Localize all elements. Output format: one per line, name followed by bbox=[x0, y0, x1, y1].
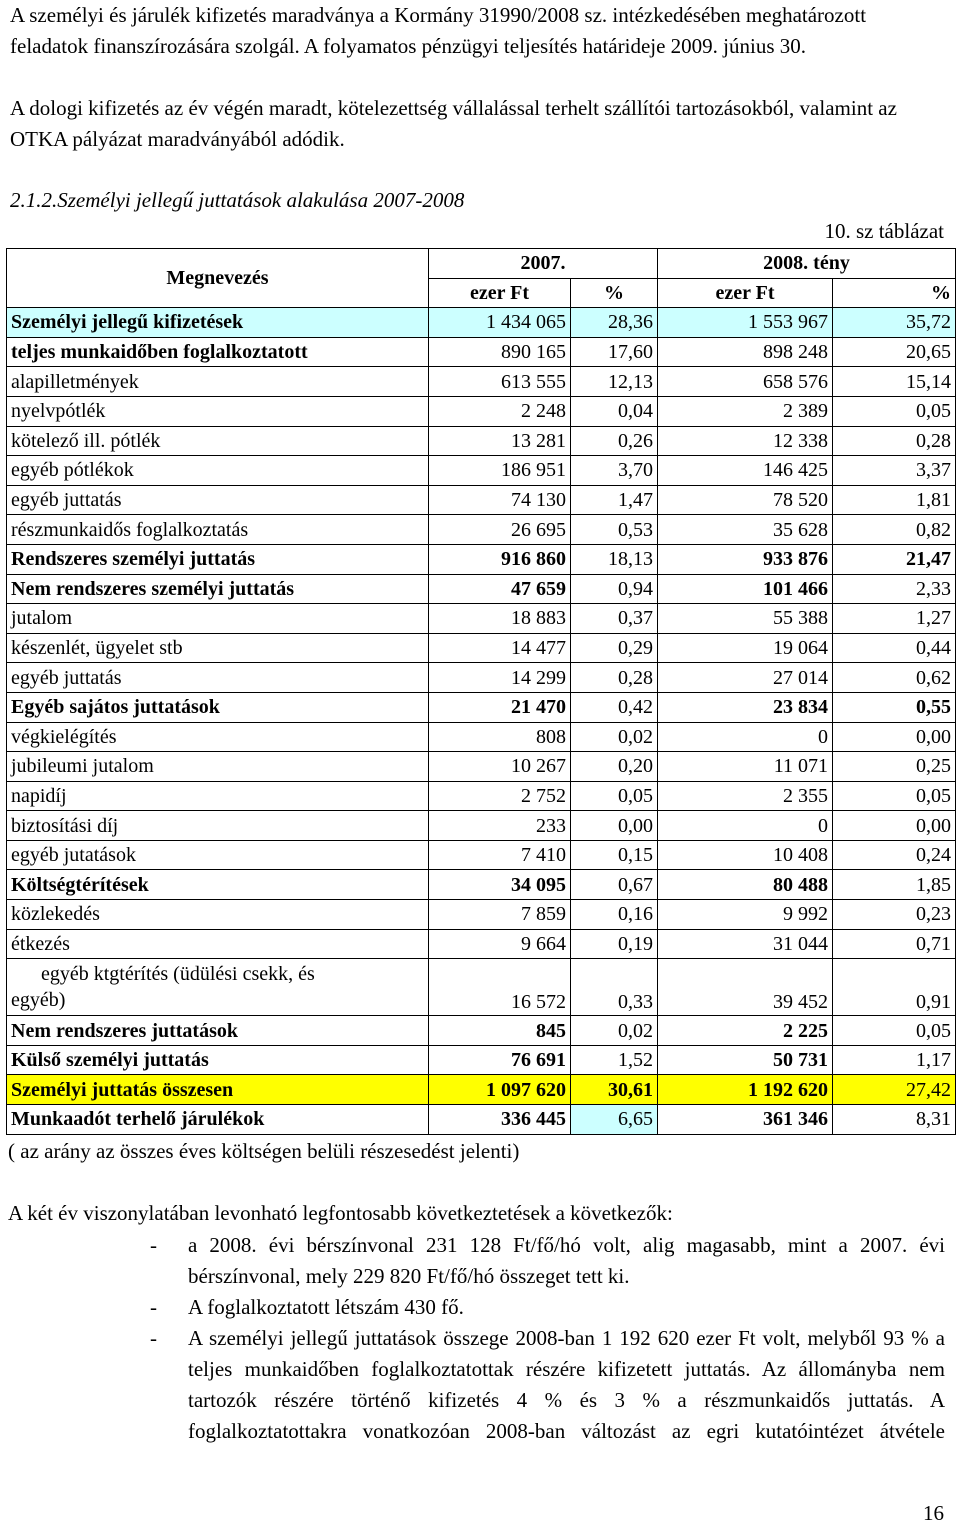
table-row bbox=[7, 1016, 956, 1046]
header-pct-2008: % bbox=[833, 278, 956, 308]
row-label: jutalom bbox=[7, 604, 429, 634]
row-label-line2: egyéb) bbox=[11, 989, 66, 1012]
table-row bbox=[7, 959, 956, 1016]
table-row bbox=[7, 485, 956, 515]
list-item bbox=[0, 1292, 945, 1323]
percent-2007: 0,26 bbox=[571, 426, 658, 456]
percent-2008: 0,71 bbox=[833, 929, 956, 959]
bullet-dash: - bbox=[150, 1326, 157, 1350]
table-row bbox=[7, 811, 956, 841]
percent-2007: 0,28 bbox=[571, 663, 658, 693]
value-2008: 9 992 bbox=[658, 900, 833, 930]
row-label: közlekedés bbox=[7, 900, 429, 930]
percent-2007: 18,13 bbox=[571, 544, 658, 574]
value-2007: 16 572 bbox=[429, 959, 571, 1016]
row-label: teljes munkaidőben foglalkoztatott bbox=[7, 337, 429, 367]
table-row bbox=[7, 752, 956, 782]
row-label: Rendszeres személyi juttatás bbox=[7, 544, 429, 574]
header-unit-2008: ezer Ft bbox=[658, 278, 833, 308]
value-2007: 613 555 bbox=[429, 367, 571, 397]
value-2008: 55 388 bbox=[658, 604, 833, 634]
conclusions-intro: A két év viszonylatában levonható legfontosabb következtetések a következők: bbox=[8, 1201, 673, 1225]
table-row bbox=[7, 870, 956, 900]
table-row bbox=[7, 456, 956, 486]
page-number: 16 bbox=[923, 1501, 944, 1525]
row-label: étkezés bbox=[7, 929, 429, 959]
value-2007: 21 470 bbox=[429, 692, 571, 722]
row-label: jubileumi jutalom bbox=[7, 752, 429, 782]
value-2008: 1 192 620 bbox=[658, 1075, 833, 1105]
row-label: nyelvpótlék bbox=[7, 396, 429, 426]
value-2008: 2 355 bbox=[658, 781, 833, 811]
value-2007: 14 299 bbox=[429, 663, 571, 693]
row-label: alapilletmények bbox=[7, 367, 429, 397]
row-label: Munkaadót terhelő járulékok bbox=[7, 1105, 429, 1135]
value-2008: 50 731 bbox=[658, 1045, 833, 1075]
list-item bbox=[0, 1323, 945, 1447]
percent-2007: 17,60 bbox=[571, 337, 658, 367]
conclusions-list bbox=[0, 1230, 945, 1447]
paragraph-remainder-usage: A személyi és járulék kifizetés maradványa a Kormány 31990/2008 sz. intézkedésében meghatározott feladatok finanszírozására szolgál. A folyamatos pénzügyi teljesítés határideje 2009. június 30. bbox=[10, 3, 867, 58]
percent-2008: 15,14 bbox=[833, 367, 956, 397]
percent-2007: 0,02 bbox=[571, 722, 658, 752]
value-2008: 35 628 bbox=[658, 515, 833, 545]
row-label: végkielégítés bbox=[7, 722, 429, 752]
bullet-dash: - bbox=[150, 1233, 157, 1257]
value-2007: 1 097 620 bbox=[429, 1075, 571, 1105]
table-header-row-years bbox=[7, 249, 956, 279]
table-row bbox=[7, 781, 956, 811]
row-label: kötelező ill. pótlék bbox=[7, 426, 429, 456]
list-item-text: a 2008. évi bérszínvonal 231 128 Ft/fő/hó volt, alig magasabb, mint a 2007. évi bérszínvonal, mely 229 820 Ft/fő/hó összeget tett ki. bbox=[188, 1233, 945, 1288]
bullet-dash: - bbox=[150, 1295, 157, 1319]
percent-2008: 35,72 bbox=[833, 308, 956, 338]
header-year-2007: 2007. bbox=[429, 249, 658, 279]
table-number: 10. sz táblázat bbox=[824, 219, 944, 243]
percent-2008: 0,23 bbox=[833, 900, 956, 930]
header-name: Megnevezés bbox=[7, 249, 429, 308]
list-item bbox=[0, 1230, 945, 1292]
table-row bbox=[7, 574, 956, 604]
percent-2007: 0,19 bbox=[571, 929, 658, 959]
table-row bbox=[7, 633, 956, 663]
table-row bbox=[7, 544, 956, 574]
percent-2008: 20,65 bbox=[833, 337, 956, 367]
value-2008: 2 225 bbox=[658, 1016, 833, 1046]
value-2007: 2 752 bbox=[429, 781, 571, 811]
row-label: egyéb pótlékok bbox=[7, 456, 429, 486]
table-row bbox=[7, 426, 956, 456]
table-row bbox=[7, 515, 956, 545]
value-2008: 19 064 bbox=[658, 633, 833, 663]
percent-2008: 2,33 bbox=[833, 574, 956, 604]
value-2007: 9 664 bbox=[429, 929, 571, 959]
percent-2007: 12,13 bbox=[571, 367, 658, 397]
percent-2008: 0,24 bbox=[833, 840, 956, 870]
row-label: napidíj bbox=[7, 781, 429, 811]
value-2007: 13 281 bbox=[429, 426, 571, 456]
table-row bbox=[7, 367, 956, 397]
header-unit-2007: ezer Ft bbox=[429, 278, 571, 308]
table-row-total bbox=[7, 1075, 956, 1105]
percent-2007: 0,29 bbox=[571, 633, 658, 663]
table-row bbox=[7, 692, 956, 722]
row-label: Egyéb sajátos juttatások bbox=[7, 692, 429, 722]
value-2008: 31 044 bbox=[658, 929, 833, 959]
table-row bbox=[7, 840, 956, 870]
percent-2008: 0,62 bbox=[833, 663, 956, 693]
percent-2007: 0,37 bbox=[571, 604, 658, 634]
percent-2007: 1,47 bbox=[571, 485, 658, 515]
value-2007: 7 410 bbox=[429, 840, 571, 870]
section-title: 2.1.2.Személyi jellegű juttatások alakulása 2007-2008 bbox=[10, 188, 465, 212]
table-row bbox=[7, 900, 956, 930]
value-2007: 916 860 bbox=[429, 544, 571, 574]
value-2008: 11 071 bbox=[658, 752, 833, 782]
percent-2008: 1,85 bbox=[833, 870, 956, 900]
percent-2008: 0,05 bbox=[833, 1016, 956, 1046]
percent-2007: 0,33 bbox=[571, 959, 658, 1016]
percent-2007: 0,05 bbox=[571, 781, 658, 811]
percent-2008: 0,91 bbox=[833, 959, 956, 1016]
value-2008: 101 466 bbox=[658, 574, 833, 604]
value-2007: 186 951 bbox=[429, 456, 571, 486]
value-2007: 76 691 bbox=[429, 1045, 571, 1075]
value-2008: 2 389 bbox=[658, 396, 833, 426]
percent-2007: 0,20 bbox=[571, 752, 658, 782]
percent-2007: 28,36 bbox=[571, 308, 658, 338]
value-2007: 233 bbox=[429, 811, 571, 841]
row-label: Külső személyi juttatás bbox=[7, 1045, 429, 1075]
value-2008: 12 338 bbox=[658, 426, 833, 456]
percent-2007: 0,04 bbox=[571, 396, 658, 426]
percent-2007: 0,02 bbox=[571, 1016, 658, 1046]
row-label: Nem rendszeres személyi juttatás bbox=[7, 574, 429, 604]
percent-2007: 1,52 bbox=[571, 1045, 658, 1075]
table-footnote: ( az arány az összes éves költségen belüli részesedést jelenti) bbox=[8, 1139, 520, 1163]
percent-2007: 30,61 bbox=[571, 1075, 658, 1105]
row-label: Költségtérítések bbox=[7, 870, 429, 900]
value-2008: 0 bbox=[658, 722, 833, 752]
value-2008: 658 576 bbox=[658, 367, 833, 397]
percent-2007: 6,65 bbox=[571, 1105, 658, 1135]
value-2007: 1 434 065 bbox=[429, 308, 571, 338]
percent-2008: 0,00 bbox=[833, 722, 956, 752]
table-row bbox=[7, 1105, 956, 1135]
row-label: egyéb juttatás bbox=[7, 663, 429, 693]
value-2007: 336 445 bbox=[429, 1105, 571, 1135]
value-2008: 23 834 bbox=[658, 692, 833, 722]
header-year-2008: 2008. tény bbox=[658, 249, 956, 279]
percent-2008: 1,81 bbox=[833, 485, 956, 515]
percent-2008: 27,42 bbox=[833, 1075, 956, 1105]
percent-2007: 0,94 bbox=[571, 574, 658, 604]
row-label: egyéb jutatások bbox=[7, 840, 429, 870]
percent-2007: 0,00 bbox=[571, 811, 658, 841]
table-row bbox=[7, 604, 956, 634]
value-2008: 0 bbox=[658, 811, 833, 841]
row-label: biztosítási díj bbox=[7, 811, 429, 841]
row-label: készenlét, ügyelet stb bbox=[7, 633, 429, 663]
value-2007: 7 859 bbox=[429, 900, 571, 930]
percent-2008: 0,82 bbox=[833, 515, 956, 545]
list-item-text: A foglalkoztatott létszám 430 fő. bbox=[188, 1295, 464, 1319]
table-row bbox=[7, 663, 956, 693]
header-pct-2007: % bbox=[571, 278, 658, 308]
row-label: Nem rendszeres juttatások bbox=[7, 1016, 429, 1046]
percent-2008: 1,27 bbox=[833, 604, 956, 634]
table-row bbox=[7, 1045, 956, 1075]
percent-2008: 0,00 bbox=[833, 811, 956, 841]
value-2008: 933 876 bbox=[658, 544, 833, 574]
percent-2008: 0,05 bbox=[833, 781, 956, 811]
percent-2008: 8,31 bbox=[833, 1105, 956, 1135]
table-row bbox=[7, 337, 956, 367]
value-2008: 146 425 bbox=[658, 456, 833, 486]
value-2007: 808 bbox=[429, 722, 571, 752]
row-label bbox=[7, 959, 429, 1016]
table-row bbox=[7, 722, 956, 752]
list-item-text: A személyi jellegű juttatások összege 2008-ban 1 192 620 ezer Ft volt, melyből 93 % a teljes munkaidőben foglalkoztatottak részére kifizetett juttatás. Az állományba nem tartozók részére történő kifizetés 4 % és 3 % a részmunkaidős juttatás. A foglalkoztatottakra vonatkozóan 2008-ban változást az egri kutatóintézet átvétele bbox=[188, 1326, 945, 1443]
percent-2007: 3,70 bbox=[571, 456, 658, 486]
percent-2007: 0,42 bbox=[571, 692, 658, 722]
row-label: egyéb juttatás bbox=[7, 485, 429, 515]
percent-2008: 0,25 bbox=[833, 752, 956, 782]
percent-2008: 0,55 bbox=[833, 692, 956, 722]
paragraph-material-expenses: A dologi kifizetés az év végén maradt, kötelezettség vállalással terhelt szállítói tartozásokból, valamint az OTKA pályázat maradványából adódik. bbox=[10, 96, 897, 151]
row-label: Személyi jellegű kifizetések bbox=[7, 308, 429, 338]
value-2008: 10 408 bbox=[658, 840, 833, 870]
percent-2007: 0,16 bbox=[571, 900, 658, 930]
value-2007: 2 248 bbox=[429, 396, 571, 426]
value-2007: 74 130 bbox=[429, 485, 571, 515]
value-2008: 1 553 967 bbox=[658, 308, 833, 338]
table-row bbox=[7, 308, 956, 338]
value-2008: 27 014 bbox=[658, 663, 833, 693]
value-2007: 47 659 bbox=[429, 574, 571, 604]
table-row bbox=[7, 396, 956, 426]
personal-benefits-table bbox=[6, 248, 956, 1135]
value-2008: 361 346 bbox=[658, 1105, 833, 1135]
percent-2008: 21,47 bbox=[833, 544, 956, 574]
percent-2007: 0,15 bbox=[571, 840, 658, 870]
value-2008: 80 488 bbox=[658, 870, 833, 900]
value-2008: 78 520 bbox=[658, 485, 833, 515]
value-2008: 39 452 bbox=[658, 959, 833, 1016]
value-2007: 14 477 bbox=[429, 633, 571, 663]
percent-2008: 1,17 bbox=[833, 1045, 956, 1075]
value-2007: 34 095 bbox=[429, 870, 571, 900]
value-2007: 18 883 bbox=[429, 604, 571, 634]
percent-2007: 0,67 bbox=[571, 870, 658, 900]
percent-2008: 0,05 bbox=[833, 396, 956, 426]
row-label-line1: egyéb ktgtérítés (üdülési csekk, és bbox=[41, 963, 315, 986]
value-2007: 10 267 bbox=[429, 752, 571, 782]
value-2008: 898 248 bbox=[658, 337, 833, 367]
table-row bbox=[7, 929, 956, 959]
row-label: részmunkaidős foglalkoztatás bbox=[7, 515, 429, 545]
percent-2008: 0,28 bbox=[833, 426, 956, 456]
value-2007: 26 695 bbox=[429, 515, 571, 545]
row-label: Személyi juttatás összesen bbox=[7, 1075, 429, 1105]
percent-2008: 3,37 bbox=[833, 456, 956, 486]
value-2007: 890 165 bbox=[429, 337, 571, 367]
percent-2008: 0,44 bbox=[833, 633, 956, 663]
percent-2007: 0,53 bbox=[571, 515, 658, 545]
value-2007: 845 bbox=[429, 1016, 571, 1046]
